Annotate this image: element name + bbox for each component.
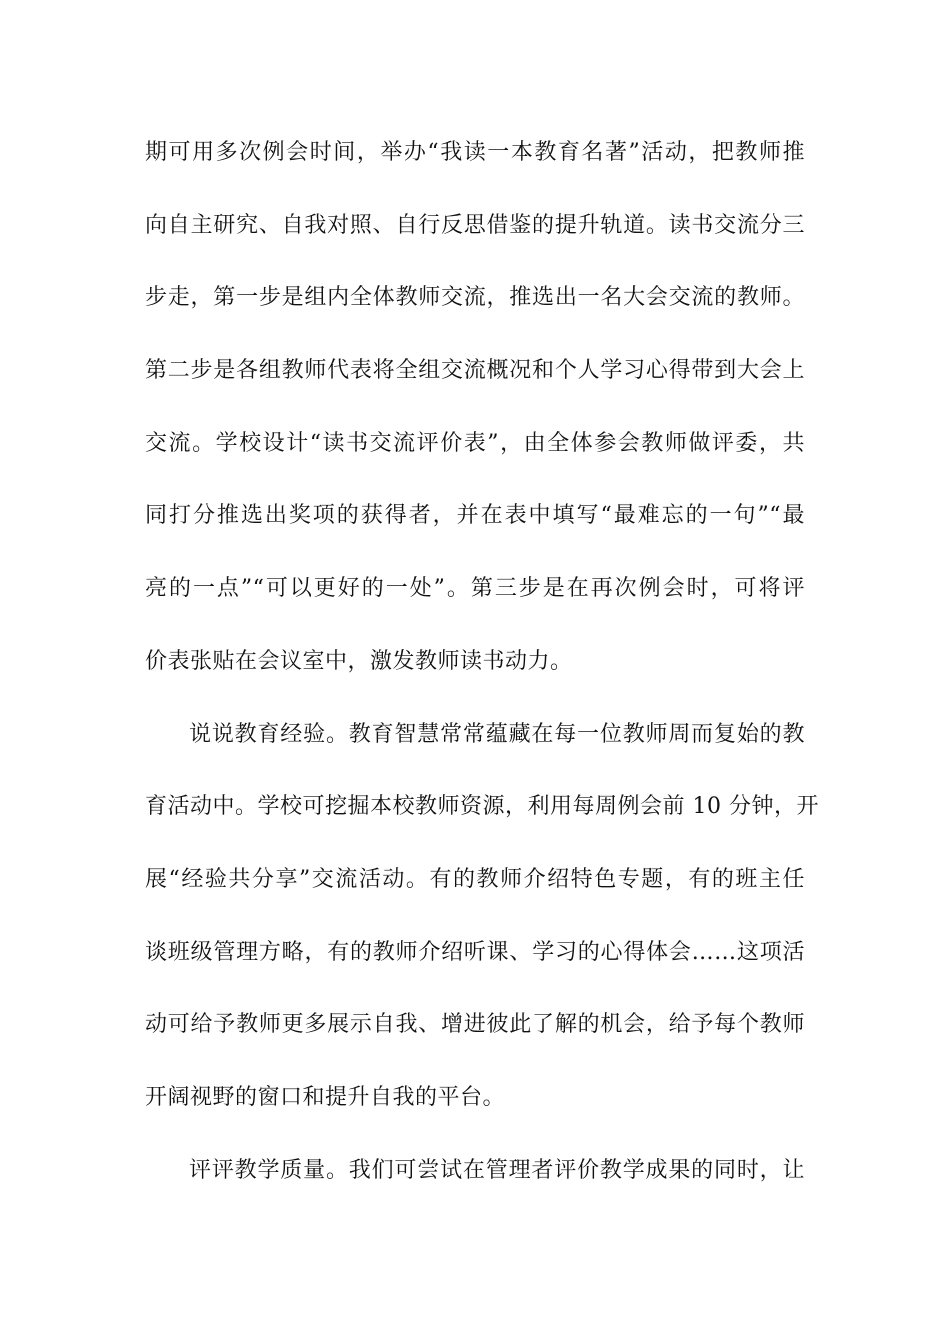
paragraph-teaching-experience — [145, 710, 819, 1146]
document-body — [145, 128, 819, 1218]
text-line: 开阔视野的窗口和提升自我的平台。 — [145, 1084, 506, 1110]
text-line: 谈班级管理方略，有的教师介绍听课、学习的心得体会……这项活 — [145, 939, 805, 965]
text-line: 向自主研究、自我对照、自行反思借鉴的提升轨道。读书交流分三 — [145, 212, 805, 238]
text-line: 展“经验共分享”交流活动。有的教师介绍特色专题，有的班主任 — [145, 866, 805, 892]
paragraph-teaching-quality — [145, 1146, 805, 1219]
text-line: 亮的一点”“可以更好的一处”。第三步是在再次例会时，可将评 — [145, 576, 805, 602]
text-line: 步走，第一步是组内全体教师交流，推选出一名大会交流的教师。 — [145, 285, 805, 311]
text-line: 同打分推选出奖项的获得者，并在表中填写“最难忘的一句”“最 — [145, 503, 805, 529]
text-line: 第二步是各组教师代表将全组交流概况和个人学习心得带到大会上 — [145, 358, 805, 384]
text-line: 交流。学校设计“读书交流评价表”，由全体参会教师做评委，共 — [145, 430, 805, 456]
text-line: 期可用多次例会时间，举办“我读一本教育名著”活动，把教师推 — [145, 140, 805, 165]
text-line: 评评教学质量。我们可尝试在管理者评价教学成果的同时，让 — [189, 1157, 805, 1183]
text-line: 动可给予教师更多展示自我、增进彼此了解的机会，给予每个教师 — [145, 1012, 805, 1038]
text-line: 价表张贴在会议室中，激发教师读书动力。 — [145, 648, 573, 674]
paragraph-book-reading — [145, 128, 805, 710]
text-line: 育活动中。学校可挖掘本校教师资源，利用每周例会前 10 分钟，开 — [145, 794, 819, 820]
text-line: 说说教育经验。教育智慧常常蕴藏在每一位教师周而复始的教 — [189, 721, 805, 747]
